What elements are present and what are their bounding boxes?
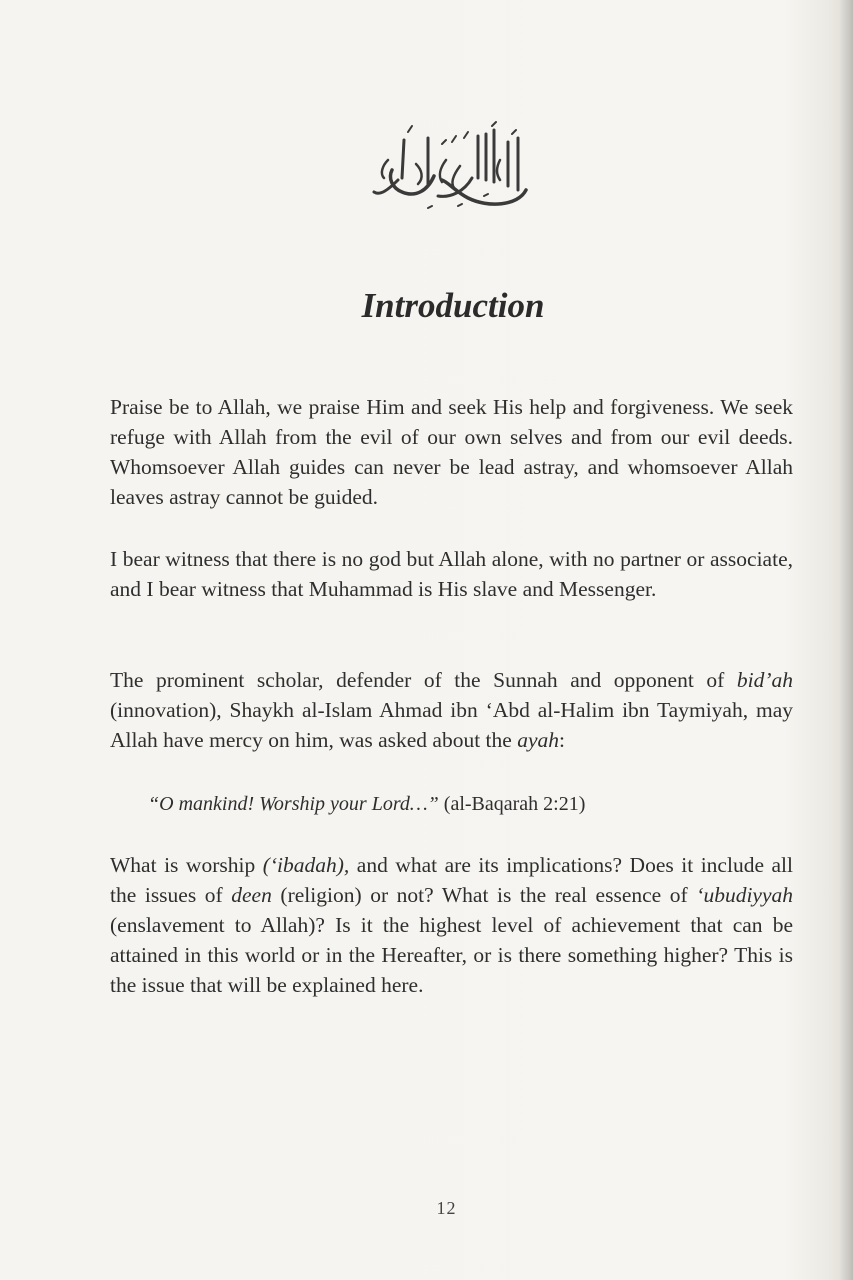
paragraph-scholar — [110, 665, 793, 755]
italic-term: bid’ah — [736, 668, 793, 692]
quote-text: “O mankind! Worship your Lord…” — [148, 793, 439, 815]
italic-term: deen — [231, 883, 272, 907]
page-edge-shadow — [839, 0, 853, 1280]
paragraph-text: (enslavement to Allah)? Is it the highest level of achievement that can be attained in this world or in the Hereafter, or is there something higher? This is the issue that will be explained here. — [110, 913, 793, 997]
paragraph-praise: Praise be to Allah, we praise Him and seek His help and forgiveness. We seek refuge with Allah from the evil of our own selves and from our evil deeds. Whomsoever Allah guides can never be lead astray, and whomsoever Allah leaves astray cannot be guided. — [110, 395, 793, 509]
paragraph-text: The prominent scholar, defender of the Sunnah and opponent of — [110, 668, 737, 692]
paragraph-text: (innovation), Shaykh al-Islam Ahmad ibn ‘Abd al-Halim ibn Taymiyah, may Allah have mercy on him, was asked about the — [110, 698, 793, 752]
paragraph-text: : — [559, 728, 565, 752]
paragraph-text: What is worship — [110, 853, 263, 877]
italic-term: (‘ibadah), — [262, 853, 350, 877]
paragraph-text: and what are its implications? Does it include all the issues of — [110, 853, 793, 907]
paragraph-text: (religion) or not? What is the real essence of — [271, 883, 697, 907]
italic-term: ayah — [517, 728, 559, 752]
paragraph-questions — [110, 850, 793, 1000]
italic-term: ‘ubudiyyah — [696, 883, 793, 907]
page-number: 12 — [436, 1198, 457, 1218]
bismillah-calligraphy-icon — [368, 120, 538, 220]
paragraph-testimony: I bear witness that there is no god but Allah alone, with no partner or associate, and I bear witness that Muhammad is His slave and Messenger. — [110, 547, 793, 601]
chapter-title: Introduction — [361, 286, 545, 325]
quote-reference: (al-Baqarah 2:21) — [438, 793, 586, 815]
quran-quote — [148, 789, 788, 819]
